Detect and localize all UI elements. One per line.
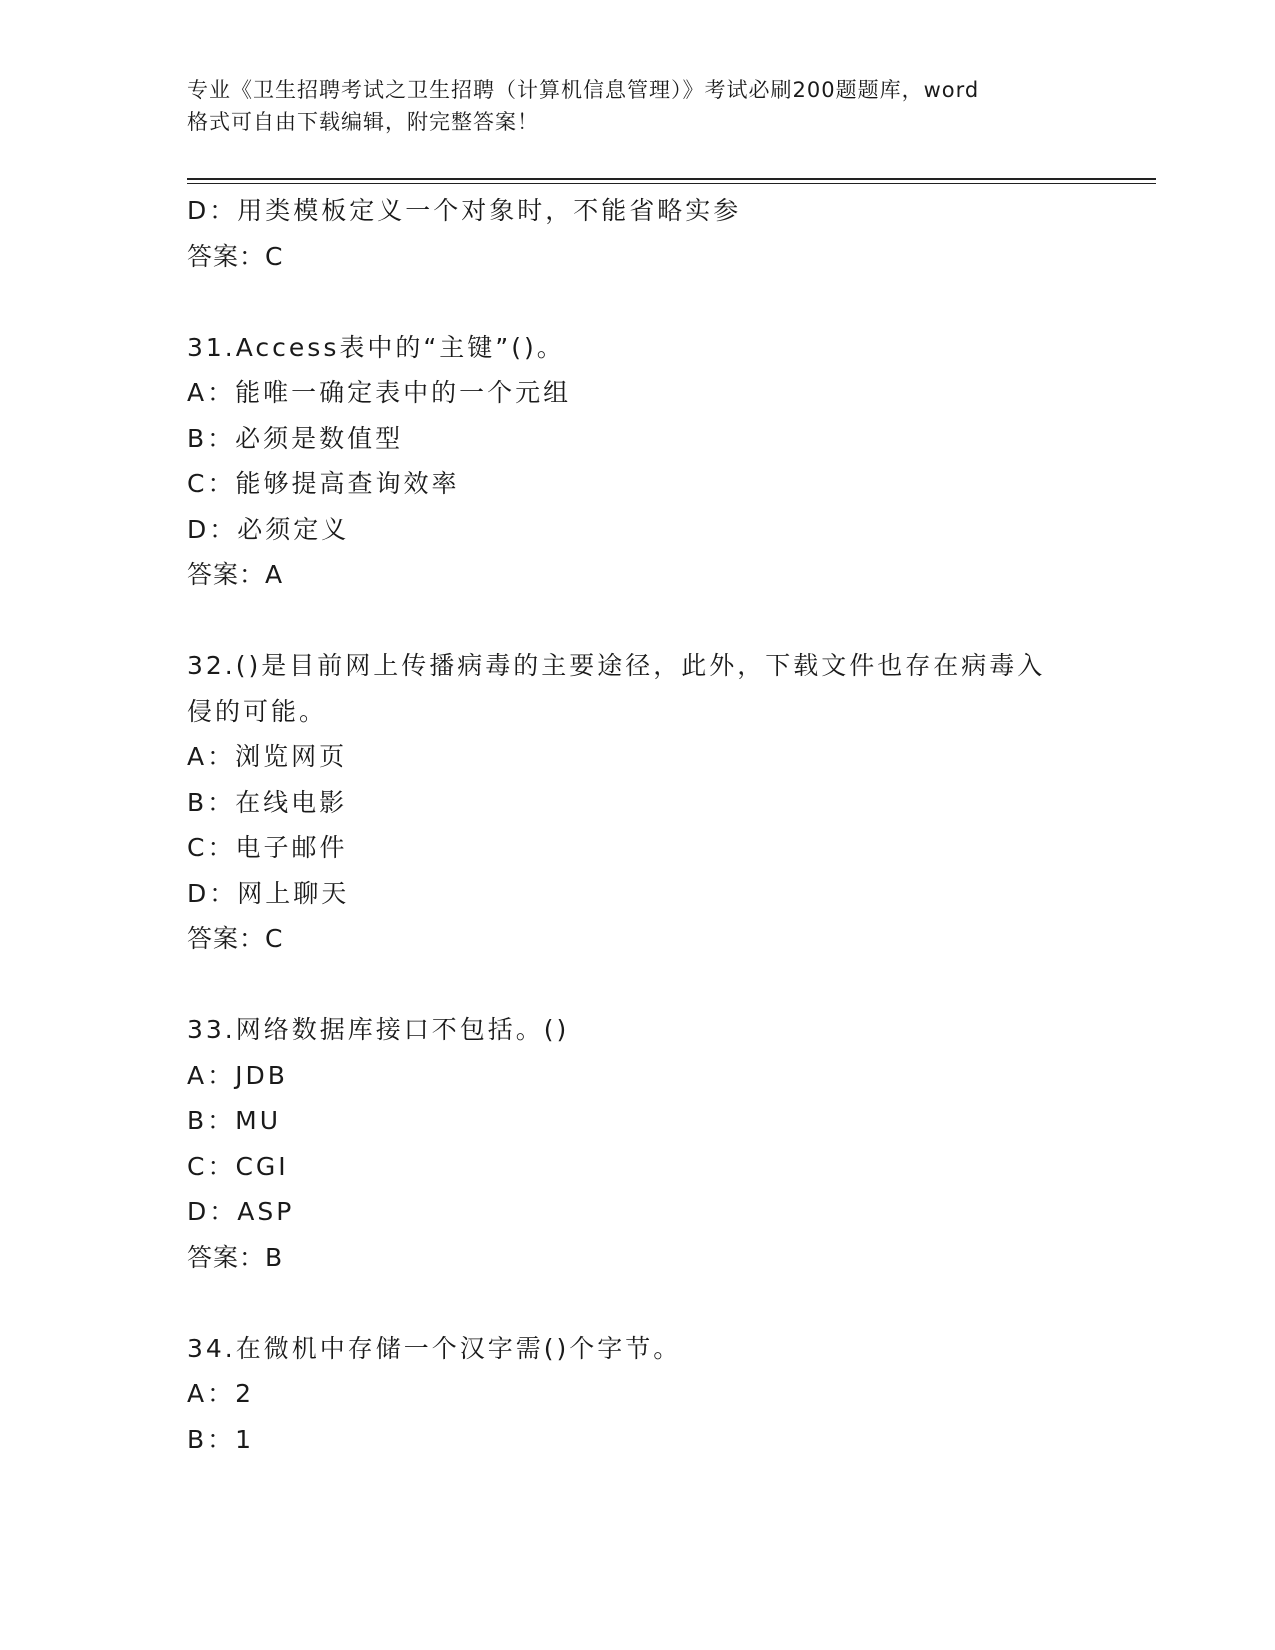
option-c: C：能够提高查询效率 <box>187 469 460 498</box>
option-a: A：能唯一确定表中的一个元组 <box>187 378 572 407</box>
question-stem: 34.在微机中存储一个汉字需()个字节。 <box>187 1333 682 1363</box>
spacer <box>187 1280 1087 1326</box>
spacer <box>187 598 1087 644</box>
document-header <box>187 74 1087 138</box>
question-32 <box>187 643 1087 962</box>
option-d: D：ASP <box>187 1197 295 1226</box>
option-b: B：1 <box>187 1424 255 1454</box>
option-a: A：浏览网页 <box>187 742 348 771</box>
header-divider-thick <box>187 178 1156 180</box>
question-stem: 31.Access表中的“主键”()。 <box>187 332 565 362</box>
option-c: C：电子邮件 <box>187 833 348 862</box>
option-c: C：CGI <box>187 1151 289 1181</box>
option-d: D：网上聊天 <box>187 878 350 908</box>
option-b: B：MU <box>187 1106 282 1135</box>
question-stem-line-2: 侵的可能。 <box>187 696 328 726</box>
answer: 答案：A <box>187 560 284 589</box>
question-31 <box>187 325 1087 598</box>
header-divider-thin <box>187 183 1156 184</box>
answer: 答案：B <box>187 1242 284 1272</box>
spacer <box>187 279 1087 325</box>
answer: 答案：C <box>187 924 284 953</box>
question-stem: 33.网络数据库接口不包括。() <box>187 1015 570 1044</box>
question-list <box>187 188 1087 1462</box>
answer: 答案：C <box>187 241 284 271</box>
option-d: D：用类模板定义一个对象时，不能省略实参 <box>187 196 742 225</box>
option-b: B：必须是数值型 <box>187 423 404 453</box>
spacer <box>187 962 1087 1008</box>
option-d: D：必须定义 <box>187 514 350 544</box>
question-stem-line-1: 32.()是目前网上传播病毒的主要途径，此外，下载文件也存在病毒入 <box>187 651 1046 680</box>
option-a: A：JDB <box>187 1060 288 1090</box>
option-b: B：在线电影 <box>187 787 348 817</box>
question-34 <box>187 1326 1087 1463</box>
question-33 <box>187 1007 1087 1280</box>
header-line-2: 格式可自由下载编辑，附完整答案！ <box>187 110 539 134</box>
header-line-1: 专业《卫生招聘考试之卫生招聘（计算机信息管理）》考试必刷200题题库，word <box>187 78 980 102</box>
question-30-fragment <box>187 188 1087 279</box>
option-a: A：2 <box>187 1379 255 1408</box>
